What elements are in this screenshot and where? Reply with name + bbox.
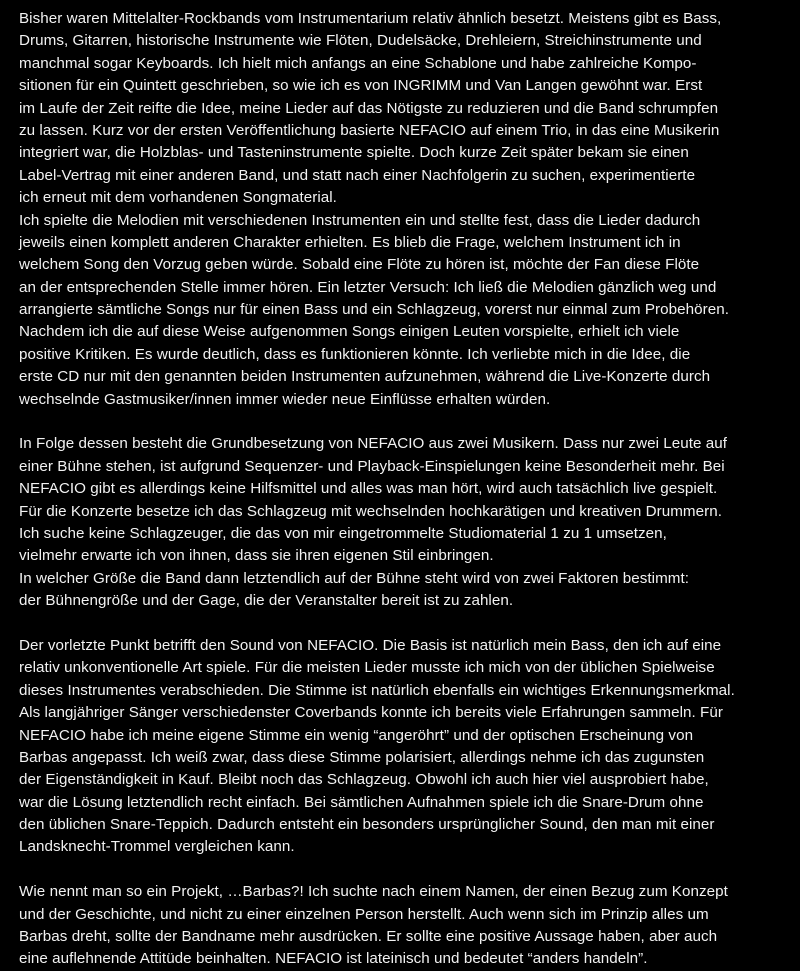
paragraph-3: [19, 635, 791, 859]
text-line: war die Lösung letztendlich recht einfach. Bei sämtlichen Aufnahmen spiele ich die Snare-Drum ohne: [19, 793, 704, 811]
text-line: Wie nennt man so ein Projekt, …Barbas?! Ich suchte nach einem Namen, der einen Bezug zum Konzept: [19, 883, 728, 901]
text-line: dieses Instrumentes verabschieden. Die Stimme ist natürlich ebenfalls ein wichtiges Erkennungsmerkmal.: [19, 681, 735, 699]
document-body: [19, 8, 791, 971]
text-line: und der Geschichte, und nicht zu einer einzelnen Person herstellt. Auch wenn sich im Prinzip alles um: [19, 905, 709, 923]
text-line: NEFACIO habe ich meine eigene Stimme ein wenig “angeröhrt” und der optischen Erscheinung von: [19, 726, 694, 744]
text-line: welchem Song den Vorzug geben würde. Sobald eine Flöte zu hören ist, möchte der Fan diese Flöte: [19, 256, 700, 274]
text-line: ich erneut mit dem vorhandenen Songmaterial.: [19, 189, 337, 207]
paragraph-2: [19, 433, 791, 612]
text-line: im Laufe der Zeit reifte die Idee, meine Lieder auf das Nötigste zu reduzieren und die Band schrumpfen: [19, 99, 719, 117]
text-line: manchmal sogar Keyboards. Ich hielt mich anfangs an eine Schablone und habe zahlreiche Kompo-: [19, 54, 697, 72]
text-line: In welcher Größe die Band dann letztendlich auf der Bühne steht wird von zwei Faktoren bestimmt:: [19, 569, 690, 587]
paragraph-spacer: [19, 411, 791, 433]
text-line: integriert war, die Holzblas- und Tasteninstrumente spielte. Doch kurze Zeit später bekam sie einen: [19, 144, 689, 162]
paragraph-4: [19, 881, 791, 971]
paragraph-1: [19, 8, 791, 411]
text-line: wechselnde Gastmusiker/innen immer wieder neue Einflüsse erhalten würden.: [19, 390, 551, 408]
text-line: arrangierte sämtliche Songs nur für einen Bass und ein Schlagzeug, vorerst nur einmal zum Probehören.: [19, 301, 729, 319]
text-line: In Folge dessen besteht die Grundbesetzung von NEFACIO aus zwei Musikern. Dass nur zwei Leute auf: [19, 435, 728, 453]
text-line: an der entsprechenden Stelle immer hören. Ein letzter Versuch: Ich ließ die Melodien gänzlich weg und: [19, 278, 717, 296]
text-line: Ich spielte die Melodien mit verschiedenen Instrumenten ein und stellte fest, dass die Lieder dadurch: [19, 211, 701, 229]
text-line: Drums, Gitarren, historische Instrumente wie Flöten, Dudelsäcke, Drehleiern, Streichinstrumente und: [19, 32, 702, 50]
text-line: positive Kritiken. Es wurde deutlich, dass es funktionieren könnte. Ich verliebte mich in die Idee, die: [19, 345, 691, 363]
text-line: der Eigenständigkeit in Kauf. Bleibt noch das Schlagzeug. Obwohl ich auch hier viel ausprobiert habe,: [19, 771, 709, 789]
paragraph-spacer: [19, 613, 791, 635]
text-line: zu lassen. Kurz vor der ersten Veröffentlichung basierte NEFACIO auf einem Trio, in das eine Musikerin: [19, 121, 720, 139]
text-line: NEFACIO gibt es allerdings keine Hilfsmittel und alles was man hört, wird auch tatsächlich live gespielt.: [19, 480, 718, 498]
text-line: eine auflehnende Attitüde beinhalten. NEFACIO ist lateinisch und bedeutet “anders handeln”.: [19, 950, 648, 968]
text-line: den üblichen Snare-Teppich. Dadurch entsteht ein besonders ursprünglicher Sound, den man mit einer: [19, 816, 715, 834]
text-line: Ich suche keine Schlagzeuger, die das von mir eingetrommelte Studiomaterial 1 zu 1 umsetzen,: [19, 524, 667, 542]
text-line: Für die Konzerte besetze ich das Schlagzeug mit wechselnden hochkarätigen und kreativen Drummern.: [19, 502, 723, 520]
text-line: vielmehr erwarte ich von ihnen, dass sie ihren eigenen Stil einbringen.: [19, 547, 494, 565]
text-line: Barbas angepasst. Ich weiß zwar, dass diese Stimme polarisiert, allerdings nehme ich das zugunsten: [19, 748, 705, 766]
text-line: jeweils einen komplett anderen Charakter erhielten. Es blieb die Frage, welchem Instrument ich in: [19, 233, 681, 251]
text-line: Nachdem ich die auf diese Weise aufgenommen Songs einigen Leuten vorspielte, erhielt ich viele: [19, 323, 680, 341]
text-line: Der vorletzte Punkt betrifft den Sound von NEFACIO. Die Basis ist natürlich mein Bass, den ich auf eine: [19, 636, 722, 654]
text-line: Bisher waren Mittelalter-Rockbands vom Instrumentarium relativ ähnlich besetzt. Meistens gibt es Bass,: [19, 10, 722, 27]
text-line: erste CD nur mit den genannten beiden Instrumenten aufzunehmen, während die Live-Konzerte durch: [19, 368, 711, 386]
text-line: einer Bühne stehen, ist aufgrund Sequenzer- und Playback-Einspielungen keine Besonderheit mehr. Bei: [19, 457, 725, 475]
text-line: Barbas dreht, sollte der Bandname mehr ausdrücken. Er sollte eine positive Aussage haben, aber auch: [19, 928, 718, 946]
text-line: der Bühnengröße und der Gage, die der Veranstalter bereit ist zu zahlen.: [19, 592, 514, 610]
text-line: Landsknecht-Trommel vergleichen kann.: [19, 838, 295, 856]
text-line: relativ unkonventionelle Art spiele. Für die meisten Lieder musste ich mich von der üblichen Spielweise: [19, 659, 715, 677]
text-line: sitionen für ein Quintett geschrieben, so wie ich es von INGRIMM und Van Langen gewöhnt war. Erst: [19, 77, 703, 95]
paragraph-spacer: [19, 859, 791, 881]
text-line: Als langjähriger Sänger verschiedenster Coverbands konnte ich bereits viele Erfahrungen sammeln. Für: [19, 704, 723, 722]
text-line: Label-Vertrag mit einer anderen Band, und statt nach einer Nachfolgerin zu suchen, experimentierte: [19, 166, 696, 184]
